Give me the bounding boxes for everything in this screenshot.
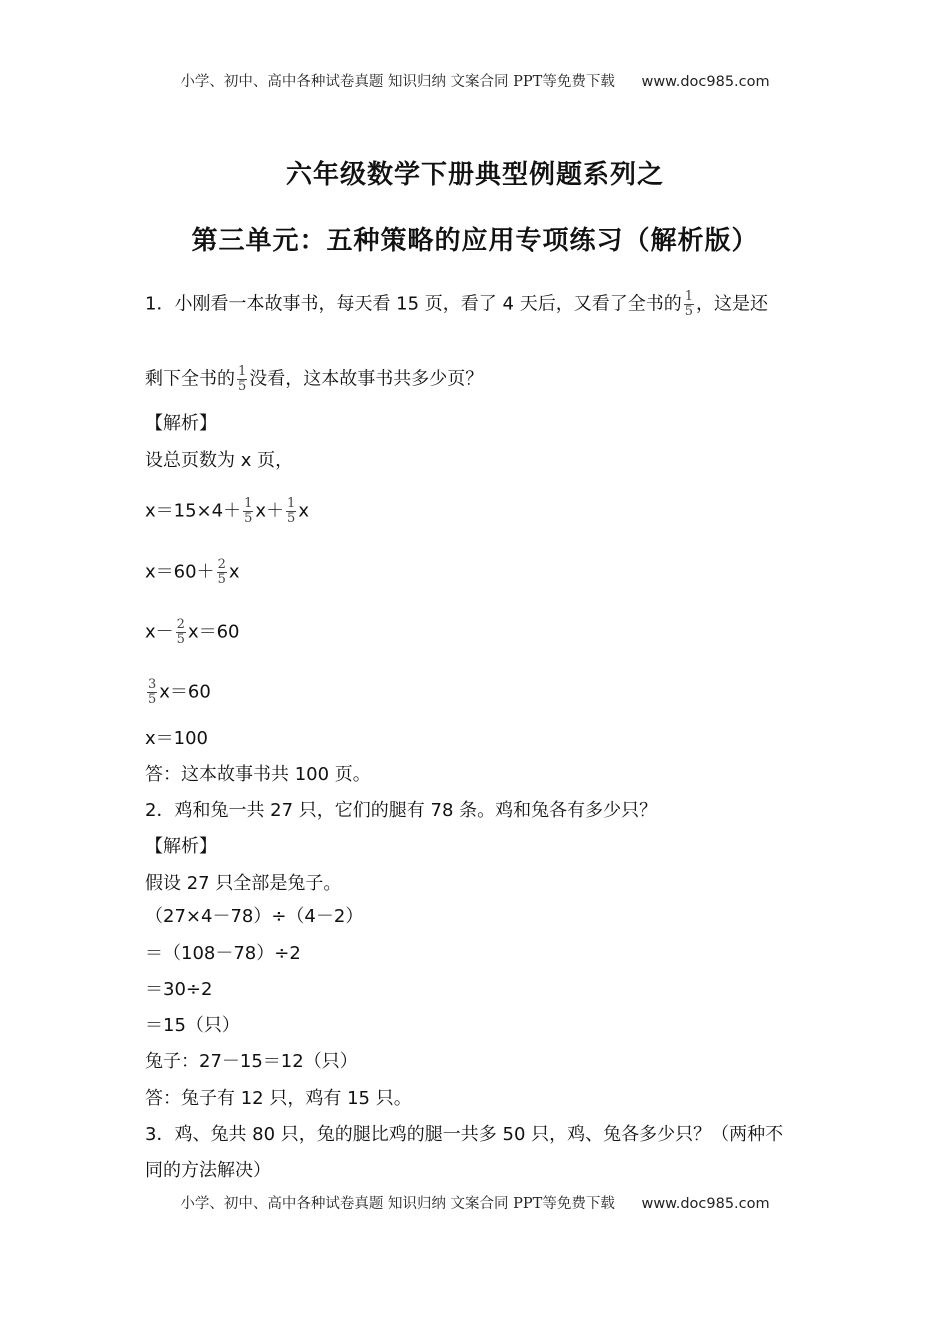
page-header (0, 70, 950, 91)
page-title-line2: 第三单元：五种策略的应用专项练习（解析版） (191, 226, 759, 256)
q1-eq3: x－ $\frac{2}{5}$ x＝60 (145, 617, 240, 647)
q2-question: 2．鸡和兔一共 27 只，它们的腿有 78 条。鸡和兔各有多少只？ (145, 800, 658, 821)
q3-line2: 同的方法解决） (145, 1160, 271, 1181)
footer-url[interactable]: www.doc985.com (641, 1196, 770, 1212)
q1-text-b: ，这是还 (695, 293, 768, 315)
q2-analysis-label: 【解析】 (145, 836, 217, 857)
q1-eq2: x＝60＋ $\frac{2}{5}$ x (145, 557, 240, 587)
q3-line1: 3．鸡、兔共 80 只，兔的腿比鸡的腿一共多 50 只，鸡、兔各多少只？（两种不 (145, 1124, 784, 1145)
fraction: $\frac{1}{5}$ (287, 496, 296, 526)
q2-line: ＝30÷2 (145, 979, 213, 1000)
q1-line2 (145, 365, 483, 394)
q2-answer: 答：兔子有 12 只，鸡有 15 只。 (145, 1088, 412, 1109)
q2-line: 兔子：27－15＝12（只） (145, 1051, 358, 1072)
q1-eq5: x＝100 (145, 728, 209, 749)
q1-step1: 设总页数为 x 页， (145, 450, 294, 471)
fraction: $\frac{2}{5}$ (176, 617, 185, 647)
q1-text-c: 剩下全书的 (145, 368, 235, 390)
fraction: $\frac{2}{5}$ (217, 557, 226, 587)
q1-eq1: x＝15×4＋ $\frac{1}{5}$ x＋ $\frac{1}{5}$ x (145, 496, 309, 526)
q1-answer: 答：这本故事书共 100 页。 (145, 764, 371, 785)
page-footer (0, 1192, 950, 1213)
q1-analysis-label: 【解析】 (145, 413, 217, 434)
q2-line: ＝（108－78）÷2 (145, 943, 301, 964)
header-text: 小学、初中、高中各种试卷真题 知识归纳 文案合同 PPT等免费下载 (180, 74, 615, 90)
fraction: $\frac{3}{5}$ (148, 677, 157, 707)
q2-line: 假设 27 只全部是兔子。 (145, 873, 342, 894)
page-title-line1: 六年级数学下册典型例题系列之 (285, 160, 664, 190)
fraction: $\frac{1}{5}$ (684, 289, 693, 319)
q1-line1 (145, 290, 768, 319)
header-url[interactable]: www.doc985.com (641, 74, 770, 90)
fraction: $\frac{1}{5}$ (238, 364, 247, 394)
q1-eq4: $\frac{3}{5}$ x＝60 (148, 677, 211, 707)
q2-line: （27×4－78）÷（4－2） (145, 906, 364, 927)
q1-text-a: 1．小刚看一本故事书，每天看 15 页，看了 4 天后，又看了全书的 (145, 293, 682, 315)
fraction: $\frac{1}{5}$ (244, 496, 253, 526)
q1-text-d: 没看，这本故事书共多少页？ (249, 368, 484, 390)
footer-text: 小学、初中、高中各种试卷真题 知识归纳 文案合同 PPT等免费下载 (180, 1196, 615, 1212)
q2-line: ＝15（只） (145, 1015, 240, 1036)
